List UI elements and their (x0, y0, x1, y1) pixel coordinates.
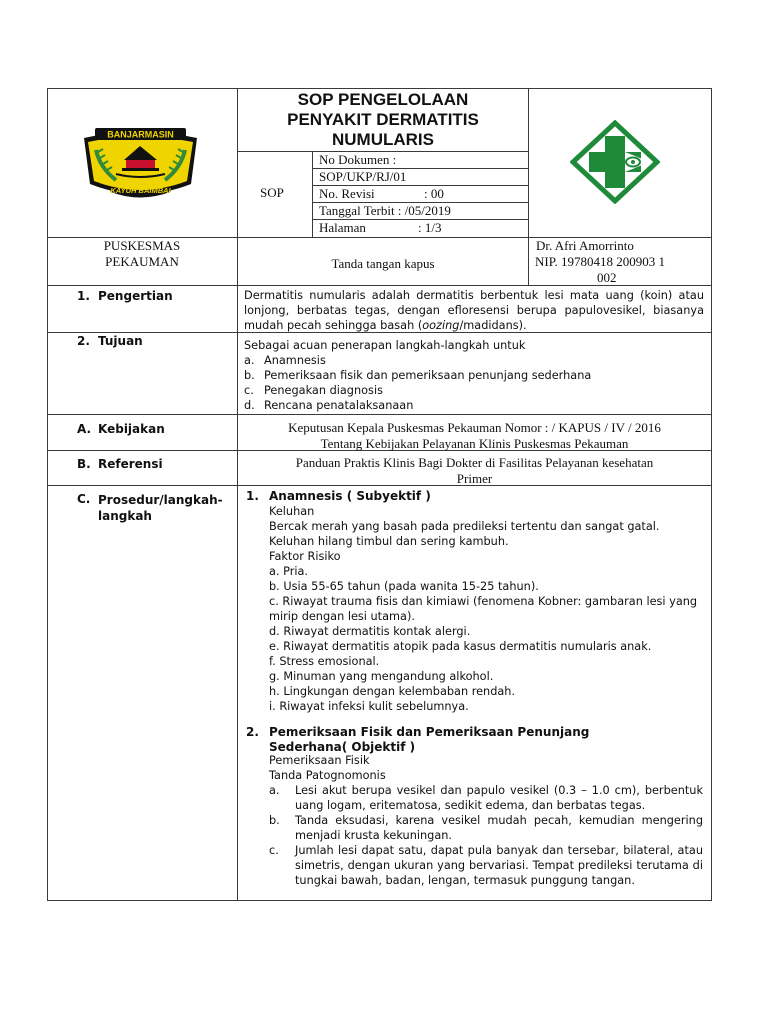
signature-label: Tanda tangan kapus (331, 256, 435, 271)
kebijakan-text: Keputusan Kepala Puskesmas Pekauman Nomor : / KAPUS / IV / 2016 Tentang Kebijakan Pelayanan Klinis Puskesmas Pekauman (288, 420, 661, 451)
section-heading-pemeriksaan: Pemeriksaan Fisik dan Pemeriksaan Penunjang Sederhana( Objektif ) (269, 725, 590, 754)
doc-number-label: No Dokumen : (319, 152, 397, 167)
anamnesis-text: Keluhan Bercak merah yang basah pada predileksi tertentu dan sangat gatal. Keluhan hilang timbul dan sering kambuh. Faktor Risiko a. Pria. b. Usia 55-65 tahun (pada wanita 15-25 tahun). c. Riwayat trauma fisis dan kimiawi (fenomena Kobner: gambaran lesi yang mirip dengan lesi utama). d. Riwayat dermatitis kontak alergi. e. Riwayat dermatitis atopik pada kasus dermatitis numularis anak. f. Stress emosional. g. Minuman yang mengandung alkohol. h. Lingkungan dengan kelembaban rendah. i. Riwayat infeksi kulit sebelumnya. (269, 505, 698, 713)
health-cross-logo (570, 120, 660, 204)
pengertian-text: Dermatitis numularis adalah dermatitis berbentuk lesi mata uang (koin) atau lonjong, berbatas tegas, dengan efloresensi berupa papulovesikel, biasanya mudah pecah sehingga basah (oozing/madidans). (244, 289, 704, 332)
row-number: B. (77, 457, 91, 471)
section-number: 2. (246, 725, 259, 739)
section-number: 1. (246, 489, 259, 503)
page-label: Halaman (319, 220, 366, 235)
revision-value: : 00 (424, 186, 444, 201)
row-number: C. (77, 492, 91, 506)
sop-label: SOP (260, 185, 284, 200)
doctor-info: Dr. Afri Amorrinto NIP. 19780418 200903 1 002 (535, 238, 666, 285)
row-number: 2. (77, 334, 90, 348)
row-label-pengertian: Pengertian (98, 289, 173, 303)
pemeriksaan-subheadings: Pemeriksaan Fisik Tanda Patognomonis (269, 754, 386, 782)
row-label-prosedur: Prosedur/langkah- langkah (98, 493, 223, 523)
row-number: A. (77, 422, 92, 436)
document-title: SOP PENGELOLAAN PENYAKIT DERMATITIS NUMULARIS (287, 90, 479, 149)
page-value: : 1/3 (418, 220, 442, 235)
row-label-referensi: Referensi (98, 457, 163, 471)
issue-date: Tanggal Terbit : /05/2019 (319, 203, 451, 218)
sop-document (47, 88, 712, 901)
tujuan-list: Sebagai acuan penerapan langkah-langkah untuk a. Anamnesis b. Pemeriksaan fisik dan pemeriksaan penunjang sederhana c. Penegakan diagnosis d. Rencana penatalaksanaan (244, 339, 592, 412)
referensi-text: Panduan Praktis Klinis Bagi Dokter di Fasilitas Pelayanan kesehatan Primer (295, 455, 654, 486)
svg-text:BANJARMASIN: BANJARMASIN (107, 129, 174, 140)
row-label-kebijakan: Kebijakan (98, 422, 165, 436)
pemeriksaan-list: a. Lesi akut berupa vesikel dan papulo vesikel (0.3 – 1.0 cm), berbentuk uang logam, eritematosa, sedikit edema, dan berbatas tegas. b. Tanda eksudasi, karena vesikel mudah pecah, kemudian mengering menjadi krusta kekuningan. c. Jumlah lesi dapat satu, dapat pula banyak dan tersebar, bilateral, atau simetris, dengan ukuran yang bervariasi. Tempat predileksi terutama di tungkai bawah, badan, lengan, termasuk punggung tangan. (269, 784, 703, 887)
revision-label: No. Revisi (319, 186, 375, 201)
section-heading-anamnesis: Anamnesis ( Subyektif ) (269, 489, 431, 503)
row-number: 1. (77, 289, 90, 303)
doc-number-value: SOP/UKP/RJ/01 (319, 169, 407, 184)
svg-text:KAYUH BAIMBAI: KAYUH BAIMBAI (110, 186, 171, 195)
banjarmasin-logo (78, 122, 203, 202)
puskesmas-name: PUSKESMAS PEKAUMAN (103, 238, 181, 269)
row-label-tujuan: Tujuan (98, 334, 143, 348)
